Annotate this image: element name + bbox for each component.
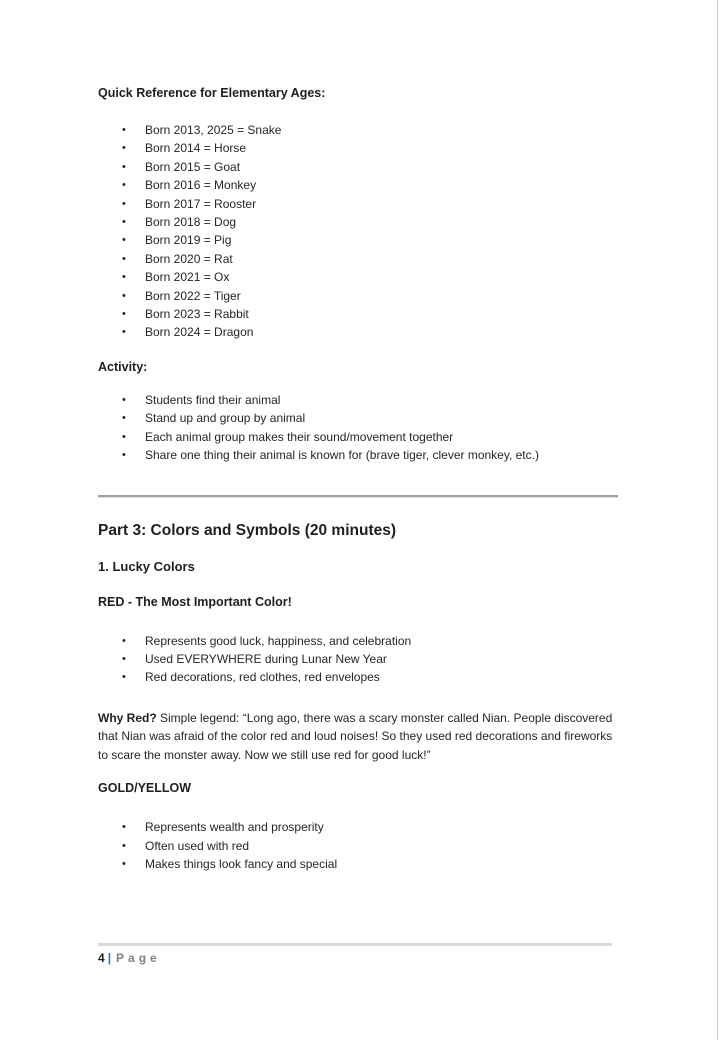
bullet-icon: • xyxy=(122,252,126,265)
list-item-text: Represents good luck, happiness, and celebration xyxy=(145,633,412,648)
list-item-text: Makes things look fancy and special xyxy=(145,857,338,872)
bullet-icon: • xyxy=(122,839,126,852)
bullet-icon: • xyxy=(122,160,126,173)
bullet-icon: • xyxy=(122,234,126,247)
list-item xyxy=(98,158,618,176)
list-item-text: Born 2013, 2025 = Snake xyxy=(145,123,282,137)
list-item xyxy=(98,231,618,249)
list-item-text: Used EVERYWHERE during Lunar New Year xyxy=(145,651,387,666)
bullet-icon: • xyxy=(122,634,126,647)
list-item xyxy=(98,428,618,446)
list-item-text: Born 2020 = Rat xyxy=(145,251,233,266)
list-item xyxy=(98,287,618,305)
why-red-paragraph xyxy=(98,709,618,765)
list-item xyxy=(98,323,618,341)
footer-page-number: 4 xyxy=(98,951,105,965)
list-item-text: Stand up and group by animal xyxy=(145,411,306,426)
list-item xyxy=(98,650,618,668)
list-item-text: Share one thing their animal is known for (brave tiger, clever monkey, etc.) xyxy=(145,448,539,463)
bullet-icon: • xyxy=(122,430,126,443)
bullet-icon: • xyxy=(122,821,126,834)
footer-pipe-separator: | xyxy=(107,951,112,965)
list-item xyxy=(98,837,618,855)
activity-list xyxy=(98,391,618,465)
list-item xyxy=(98,409,618,427)
gold-yellow-heading: GOLD/YELLOW xyxy=(98,781,192,796)
zodiac-year-list xyxy=(98,121,618,342)
list-item-text: Born 2015 = Goat xyxy=(145,159,241,174)
bullet-icon: • xyxy=(122,179,126,192)
bullet-icon: • xyxy=(122,326,126,339)
bullet-icon: • xyxy=(122,289,126,302)
list-item xyxy=(98,176,618,194)
list-item-text: Born 2018 = Dog xyxy=(145,215,237,230)
list-item xyxy=(98,632,618,650)
lucky-colors-heading: 1. Lucky Colors xyxy=(98,558,195,574)
list-item xyxy=(98,268,618,286)
page-edge-line xyxy=(717,0,718,1040)
why-red-lead: Why Red? xyxy=(98,710,157,725)
list-item-text: Born 2024 = Dragon xyxy=(145,325,254,340)
list-item xyxy=(98,391,618,409)
list-item-text: Born 2019 = Pig xyxy=(145,233,232,248)
list-item-text: Represents wealth and prosperity xyxy=(145,820,324,835)
part3-heading: Part 3: Colors and Symbols (20 minutes) xyxy=(98,521,397,539)
footer-page-label: Page xyxy=(116,951,161,965)
list-item xyxy=(98,121,618,139)
list-item xyxy=(98,818,618,836)
activity-heading: Activity: xyxy=(98,359,148,374)
page-footer xyxy=(98,943,612,965)
list-item xyxy=(98,855,618,873)
bullet-icon: • xyxy=(122,142,126,155)
bullet-icon: • xyxy=(122,671,126,684)
bullet-icon: • xyxy=(122,197,126,210)
list-item-text: Students find their animal xyxy=(145,392,281,407)
bullet-icon: • xyxy=(122,124,126,136)
list-item-text: Born 2023 = Rabbit xyxy=(145,307,249,322)
bullet-icon: • xyxy=(122,652,126,665)
bullet-icon: • xyxy=(122,308,126,321)
red-color-list xyxy=(98,632,618,687)
bullet-icon: • xyxy=(122,393,126,406)
list-item xyxy=(98,195,618,213)
list-item xyxy=(98,305,618,323)
list-item-text: Red decorations, red clothes, red envelopes xyxy=(145,670,380,685)
bullet-icon: • xyxy=(122,858,126,871)
bullet-icon: • xyxy=(122,412,126,425)
list-item-text: Born 2016 = Monkey xyxy=(145,178,257,193)
list-item xyxy=(98,250,618,268)
list-item-text: Born 2021 = Ox xyxy=(145,270,230,285)
list-item-text: Each animal group makes their sound/movement together xyxy=(145,429,454,444)
gold-yellow-list xyxy=(98,818,618,873)
bullet-icon: • xyxy=(122,216,126,229)
red-color-heading: RED - The Most Important Color! xyxy=(98,594,292,609)
list-item-text: Born 2022 = Tiger xyxy=(145,288,241,303)
section-divider xyxy=(98,495,618,498)
bullet-icon: • xyxy=(122,271,126,284)
list-item xyxy=(98,213,618,231)
list-item-text: Born 2014 = Horse xyxy=(145,141,247,156)
list-item xyxy=(98,139,618,157)
list-item-text: Often used with red xyxy=(145,838,250,853)
list-item xyxy=(98,446,618,464)
quick-reference-heading: Quick Reference for Elementary Ages: xyxy=(98,86,326,100)
list-item-text: Born 2017 = Rooster xyxy=(145,196,257,211)
list-item xyxy=(98,668,618,686)
why-red-text: Simple legend: “Long ago, there was a scary monster called Nian. People discovered that Nian was afraid of the color red and loud noises! So they used red decorations and fireworks to scare the monster away. Now we still use red for good luck!” xyxy=(98,710,613,762)
bullet-icon: • xyxy=(122,449,126,462)
